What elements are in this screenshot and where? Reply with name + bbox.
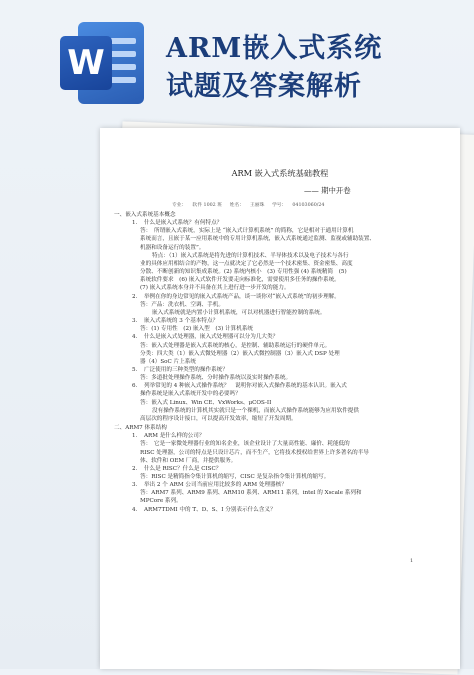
answer-line: 系统而言，且嵌于某一应用系统中的专用计算机系统，嵌入式系统通过监测、监视或辅助装置、	[140, 236, 375, 243]
banner-title-line-2: 试题及答案解析	[166, 71, 362, 102]
question-line: 1． ARM 是什么样的公司？	[132, 433, 205, 440]
question-line: 1． 什么是嵌入式系统？有何特点？	[132, 220, 223, 227]
question-line: 3． 举出 2 个 ARM 公司当前应用比较多的 ARM 处理器核？	[132, 482, 287, 489]
question-line: 5． 广泛使用的三种类型的操作系统？	[132, 366, 228, 373]
answer-line: 操作系统是嵌入式系统开发中的必要吗？	[140, 391, 241, 398]
question-line: 6． 列举常见的 4 种嵌入式操作系统？ 说明你对嵌入式操作系统的基本认识。嵌入式	[132, 383, 347, 390]
answer-line: 答： 所谓嵌入式系统，实际上是 “嵌入式计算机系统” 的简称，它是相对于通用计算机	[140, 228, 354, 235]
answer-line: 器（4）SoC 片上系统	[140, 358, 196, 365]
answer-line: 嵌入式系统就是内置小计算机系统，可以对机器进行智能控制的系统。	[152, 309, 326, 316]
meta-major-value: 软件 1002 班	[192, 203, 223, 208]
answer-line: 答：多道批处理操作系统、分时操作系统以及实时操作系统。	[140, 375, 292, 382]
meta-id-value: 04103060/24	[292, 203, 325, 208]
banner-title-line-1: ARM嵌入式系统	[166, 33, 383, 64]
answer-line: 没有操作系统的计算机其实就只是一个裸机，而嵌入式操作系统能够为应用软件提供	[152, 407, 359, 414]
answer-line: 答：(1) 专用性 (2) 嵌入型 (3) 计算机系统	[140, 326, 254, 333]
meta-name-label: 姓名：	[229, 203, 244, 208]
answer-line: MPCore 系列。	[140, 498, 182, 505]
section-heading: 二、ARM7 体系结构	[114, 425, 167, 432]
answer-line: 答：ARM7 系列、ARM9 系列、ARM10 系列、ARM11 系列，intel 的 Xscale 系列和	[140, 490, 362, 497]
answer-line: 答：嵌入式处理器是嵌入式系统的核心，是控制、辅助系统运行的硬件单元。	[140, 342, 331, 349]
document-subtitle: —— 期中开卷	[304, 186, 351, 195]
answer-line: 业的具体应用相结合的产物，这一点就决定了它必然是一个技术密集、资金密集、高度	[140, 260, 353, 267]
answer-line: 高层次的程序设计接口，可以提高开发效率，缩短了开发周期。	[140, 415, 297, 422]
answer-line: 体、软件和 OEM 厂商，并提供服务。	[140, 457, 237, 464]
answer-line: 答：嵌入式 Linux、Win CE、VxWorks、μCOS-II	[140, 399, 272, 406]
word-document-icon	[60, 22, 146, 104]
answer-line: (7) 嵌入式系统本身并不具备在其上进行进一步开发的能力。	[140, 285, 290, 292]
question-line: 4． ARM7TDMI 中的 T、D、S、I 分别表示什么含义？	[132, 506, 276, 513]
document-title: ARM 嵌入式系统基础教程	[231, 168, 329, 178]
document-body	[114, 210, 444, 514]
meta-major-label: 专业：	[172, 203, 187, 208]
answer-line: 分散、不断创新的知识集成系统。(2) 系统内核小 (3) 专用性强 (4) 系统精简 (5)	[140, 269, 347, 276]
answer-line: 分类：四大类（1）嵌入式微处理器（2）嵌入式微控制器（3）嵌入式 DSP 处理	[140, 350, 340, 357]
document-meta	[172, 202, 330, 209]
document-page	[100, 128, 460, 669]
answer-line: 答： 它是一家微处理器行业的知名企业，该企业设计了大量高性能、廉价、耗能低的	[140, 441, 350, 448]
question-line: 2． 举例在你的身边常见的嵌入式系统产品，谈一谈你对“嵌入式系统”的初步理解。	[132, 293, 340, 300]
page-number: 1	[410, 558, 414, 564]
answer-line: 答：产品：洗衣机、空调、手机。	[140, 301, 224, 308]
word-icon-letter: W	[60, 36, 112, 90]
question-line: 4． 什么是嵌入式处理器，嵌入式处理器可以分为几大类？	[132, 334, 279, 341]
section-heading: 一、嵌入式系统基本概念	[114, 212, 176, 218]
question-line: 2． 什么是 RISC？什么是 CISC？	[132, 465, 222, 472]
answer-line: 特点：（1）嵌入式系统是将先进的计算机技术、半导体技术以及电子技术与各行	[152, 252, 349, 259]
answer-line: 答：RISC 是精简指令集计算机的缩写，CISC 是复杂指令集计算机的缩写。	[140, 474, 330, 480]
banner	[0, 0, 474, 122]
meta-id-label: 学号：	[271, 203, 287, 208]
answer-line: RISC 处理器，公司的特点是只设计芯片，而不生产，它将技术授权给世界上许多著名的半导	[140, 449, 369, 456]
answer-line: 机器和设备运行的装置”。	[140, 244, 205, 251]
meta-name-value: 王丽珠	[250, 203, 265, 208]
answer-line: 系统软件要求 (6) 嵌入式软件开发要走向标准化，需要使用多任务的操作系统。	[140, 277, 340, 284]
question-line: 3． 嵌入式系统的 3 个基本特点？	[132, 318, 219, 325]
